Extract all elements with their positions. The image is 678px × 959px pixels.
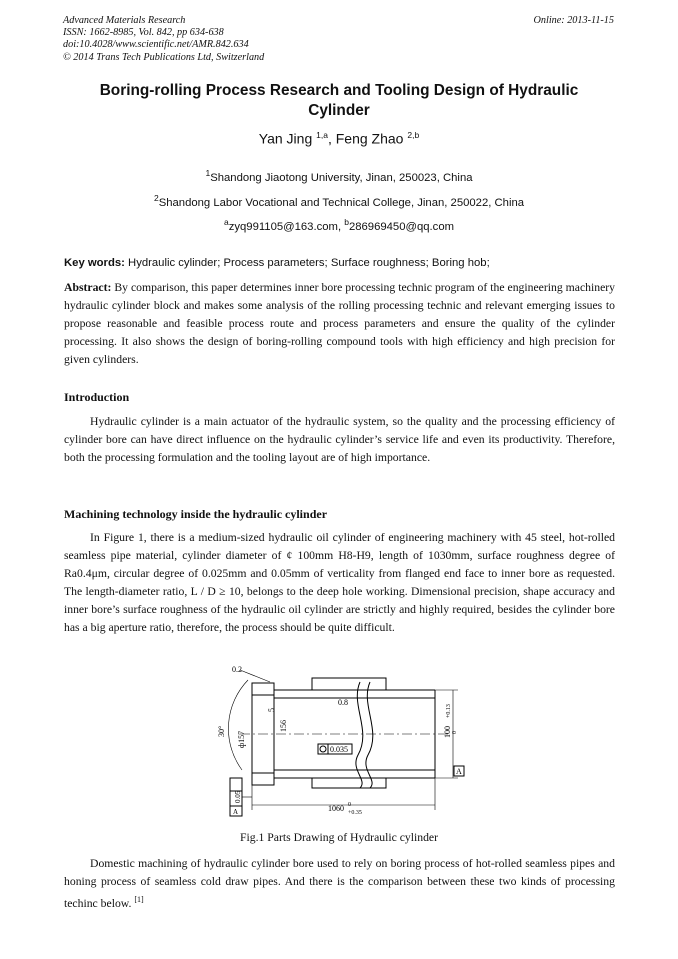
author-sup: 1,a — [316, 130, 328, 140]
copyright-line: © 2014 Trans Tech Publications Ltd, Switzerland — [63, 51, 265, 63]
closing-text: Domestic machining of hydraulic cylinder bore used to rely on boring process of hot-rolled seamless pipes and honing process of seamless cold draw pipes. And there is the comparison between these two kinds of processing techinc below. — [64, 857, 615, 911]
email-sup: b — [344, 217, 349, 227]
bore-tolerance-upper: +0.13 — [446, 704, 452, 718]
affiliation-sup: 2 — [153, 193, 159, 203]
keywords-text: Hydraulic cylinder; Process parameters; Surface roughness; Boring hob; — [124, 257, 490, 269]
affiliation-text: Shandong Labor Vocational and Technical College, Jinan, 250022, China — [158, 196, 525, 209]
length-label: 1060 — [328, 804, 344, 813]
roundness-symbol — [320, 746, 326, 752]
datum-label: A — [456, 767, 462, 776]
perpendicularity-datum: A — [233, 808, 239, 816]
bore-tolerance-lower: 0 — [452, 731, 458, 734]
flange-hatch-bottom — [252, 773, 274, 785]
email-link[interactable]: zyq991105@163.com — [228, 220, 338, 233]
affiliation-1 — [0, 168, 678, 184]
author-separator: , — [327, 130, 336, 147]
email-link[interactable]: 286969450@qq.com — [348, 220, 455, 233]
section-heading: Introduction — [64, 390, 130, 404]
affiliation-text: Shandong Jiaotong University, Jinan, 250023, China — [210, 171, 473, 184]
doi-line: doi:10.4028/www.scientific.net/AMR.842.634 — [63, 39, 249, 51]
perpendicularity-value: 0.05 — [234, 790, 242, 803]
keywords-label: Key words: — [64, 257, 125, 269]
reference-marker[interactable]: [1] — [134, 895, 144, 905]
length-tolerance-lower: +0.35 — [348, 810, 362, 816]
abstract — [64, 279, 615, 369]
keywords — [64, 257, 615, 269]
length-tolerance-upper: 0 — [348, 802, 351, 808]
journal-name: Advanced Materials Research — [63, 15, 186, 26]
section-heading: Machining technology inside the hydraulic cylinder — [64, 507, 328, 521]
roundness-value: 0.035 — [330, 745, 348, 754]
email-line — [0, 217, 678, 233]
author-line — [0, 130, 678, 147]
dimension-label: 5 — [267, 708, 276, 712]
section-paragraph: Hydraulic cylinder is a main actuator of the hydraulic system, so the quality and the processing efficiency of cylinder bore can have direct influence on the hydraulic cylinder’s service life and even its productivity. Therefore, both the processing formulation and the tooling layout are of high importance. — [64, 415, 615, 465]
online-date: Online: 2013-11-15 — [533, 15, 614, 26]
affiliation-2 — [0, 193, 678, 209]
abstract-text: By comparison, this paper determines inner bore processing technic program of the engineering machinery hydraulic cylinder block and makes some analysis of the rolling processing technic and relevant emerging issues to propose reasonable and feasible process route and process parameters and ensure the quality of the cylinder processing. It also shows the design of boring-rolling compound tools with high efficiency and high precision for given cylinders. — [64, 281, 615, 367]
angle-label: 30° — [217, 725, 226, 737]
figure-caption: Fig.1 Parts Drawing of Hydraulic cylinder — [240, 831, 438, 844]
angle-arc — [228, 680, 248, 770]
issn-line: ISSN: 1662-8985, Vol. 842, pp 634-638 — [63, 27, 224, 39]
affiliation-sup: 1 — [205, 168, 211, 178]
author-name: Feng Zhao — [335, 130, 404, 147]
port-bottom — [312, 778, 386, 788]
dimension-label: 156 — [279, 720, 288, 732]
flange-hatch-top — [252, 683, 274, 695]
closing-paragraph — [64, 855, 615, 913]
cylinder-drawing — [210, 660, 470, 820]
paper-title: Boring-rolling Process Research and Tooling Design of Hydraulic Cylinder — [99, 82, 579, 119]
author-sup: 2,b — [407, 130, 420, 140]
bore-diameter-label: 100 — [443, 726, 452, 738]
email-separator: , — [337, 220, 345, 233]
abstract-label: Abstract: — [64, 281, 112, 294]
dimension-label: ф157 — [237, 730, 246, 748]
roughness-top-label: 0.8 — [338, 698, 348, 707]
email-sup: a — [223, 217, 229, 227]
author-name: Yan Jing — [258, 130, 313, 147]
roughness-left-label: 0.2 — [232, 665, 242, 674]
section-paragraph: In Figure 1, there is a medium-sized hydraulic oil cylinder of engineering machinery with 45 steel, hot-rolled seamless pipe material, cylinder diameter of ¢ 100mm H8-H9, length of 1030mm, surface roughness degree of Ra0.4μm, circular degree of 0.025mm and 0.05mm of verticality from flanged end face to inner bore as requested. The length-diameter ratio, L / D ≥ 10, belongs to the deep hole working. Dimensional precision, shape accuracy and inner bore’s surface roughness of the hydraulic oil cylinder are strictly and highly required, besides the cylinder bore has a big aperture ratio, therefore, the process should be quite difficult. — [64, 531, 615, 635]
journal-header — [63, 15, 264, 64]
leader-line — [240, 670, 270, 682]
port-top — [312, 678, 386, 690]
